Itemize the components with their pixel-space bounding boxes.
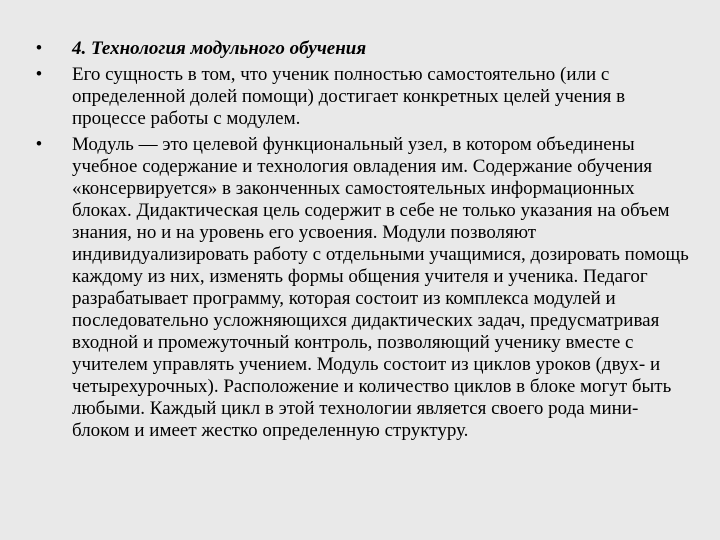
essence-paragraph: Его сущность в том, что ученик полностью самостоятельно (или с определенной долей помощи) достигает конкретных целей учения в процессе работы с модулем. [72, 64, 626, 129]
bullet-marker: • [35, 64, 43, 85]
bullet-item-module [30, 134, 690, 442]
bullet-marker: • [35, 134, 43, 155]
slide-title: 4. Технология модульного обучения [72, 38, 367, 59]
bullet-list [30, 38, 690, 442]
module-paragraph: Модуль — это целевой функциональный узел, в котором объединены учебное содержание и технология овладения им. Содержание обучения «консервируется» в законченных самостоятельных информационных блоках. Дидактическая цель содержит в себе не только указания на объем знания, но и на уровень его усвоения. Модули позволяют индивидуализировать работу с отдельными учащимися, дозировать помощь каждому из них, изменять формы общения учителя и ученика. Педагог разрабатывает программу, которая состоит из комплекса модулей и последовательно усложняющихся дидактических задач, предусматривая входной и промежуточный контроль, позволяющий ученику вместе с учителем управлять учением. Модуль состоит из циклов уроков (двух- и четырехурочных). Расположение и количество циклов в блоке могут быть любыми. Каждый цикл в этой технологии является своего рода мини-блоком и имеет жестко определенную структуру. [72, 134, 689, 441]
bullet-item-essence [30, 64, 690, 130]
bullet-item-title [30, 38, 690, 60]
bullet-marker: • [35, 38, 43, 59]
